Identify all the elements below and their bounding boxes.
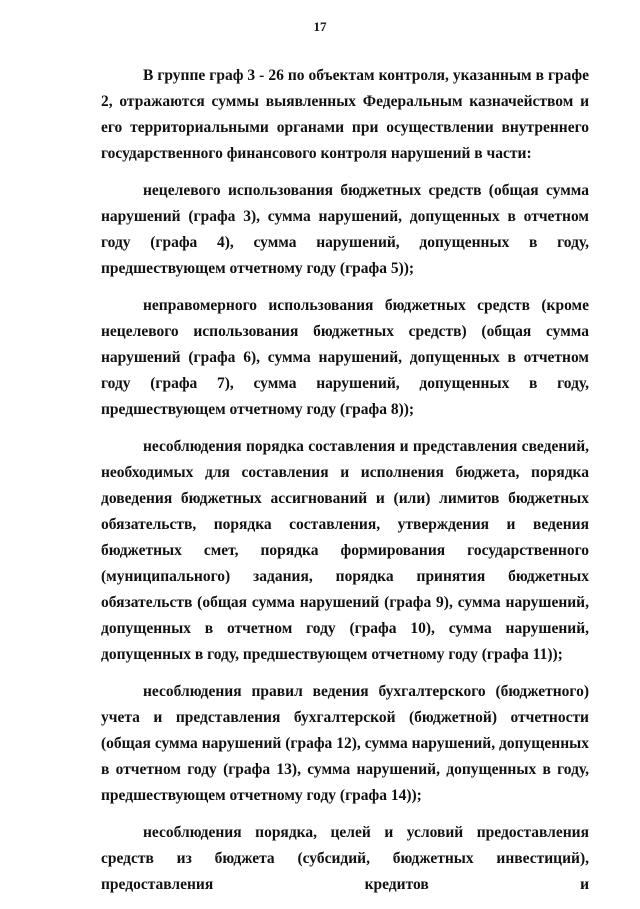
paragraph-improper-use: неправомерного использования бюджетных средств (кроме нецелевого использования бюджетных средств) (общая сумма нарушений (графа 6), сумма нарушений, допущенных в отчетном году (графа 7), сумма нарушений, допущенных в году, предшествующем отчетному году (графа 8));: [101, 297, 589, 418]
paragraph-subsidies: несоблюдения порядка, целей и условий предоставления средств из бюджета (субсидий, бюджетных инвестиций), предоставления кредитов и: [101, 824, 589, 893]
paragraph-budget-procedure: несоблюдения порядка составления и представления сведений, необходимых для составления и исполнения бюджета, порядка доведения бюджетных ассигнований и (или) лимитов бюджетных обязательств, порядка составления, утверждения и ведения бюджетных смет, порядка формирования государственного (муниципального) задания, порядка принятия бюджетных обязательств (общая сумма нарушений (графа 9), сумма нарушений, допущенных в отчетном году (графа 10), сумма нарушений, допущенных в году, предшествующем отчетному году (графа 11));: [101, 438, 589, 663]
page-number: 17: [313, 19, 327, 34]
document-body: [101, 63, 589, 909]
paragraph-accounting-rules: несоблюдения правил ведения бухгалтерского (бюджетного) учета и представления бухгалтерской (бюджетной) отчетности (общая сумма нарушений (графа 12), сумма нарушений, допущенных в отчетном году (графа 13), сумма нарушений, допущенных в году, предшествующем отчетному году (графа 14));: [101, 683, 589, 804]
paragraph-misuse: нецелевого использования бюджетных средств (общая сумма нарушений (графа 3), сумма нарушений, допущенных в отчетном году (графа 4), сумма нарушений, допущенных в году, предшествующем отчетному году (графа 5));: [101, 182, 589, 277]
paragraph-intro: В группе граф 3 - 26 по объектам контроля, указанным в графе 2, отражаются суммы выявленных Федеральным казначейством и его территориальными органами при осуществлении внутреннего государственного финансового контроля нарушений в части:: [101, 67, 589, 162]
